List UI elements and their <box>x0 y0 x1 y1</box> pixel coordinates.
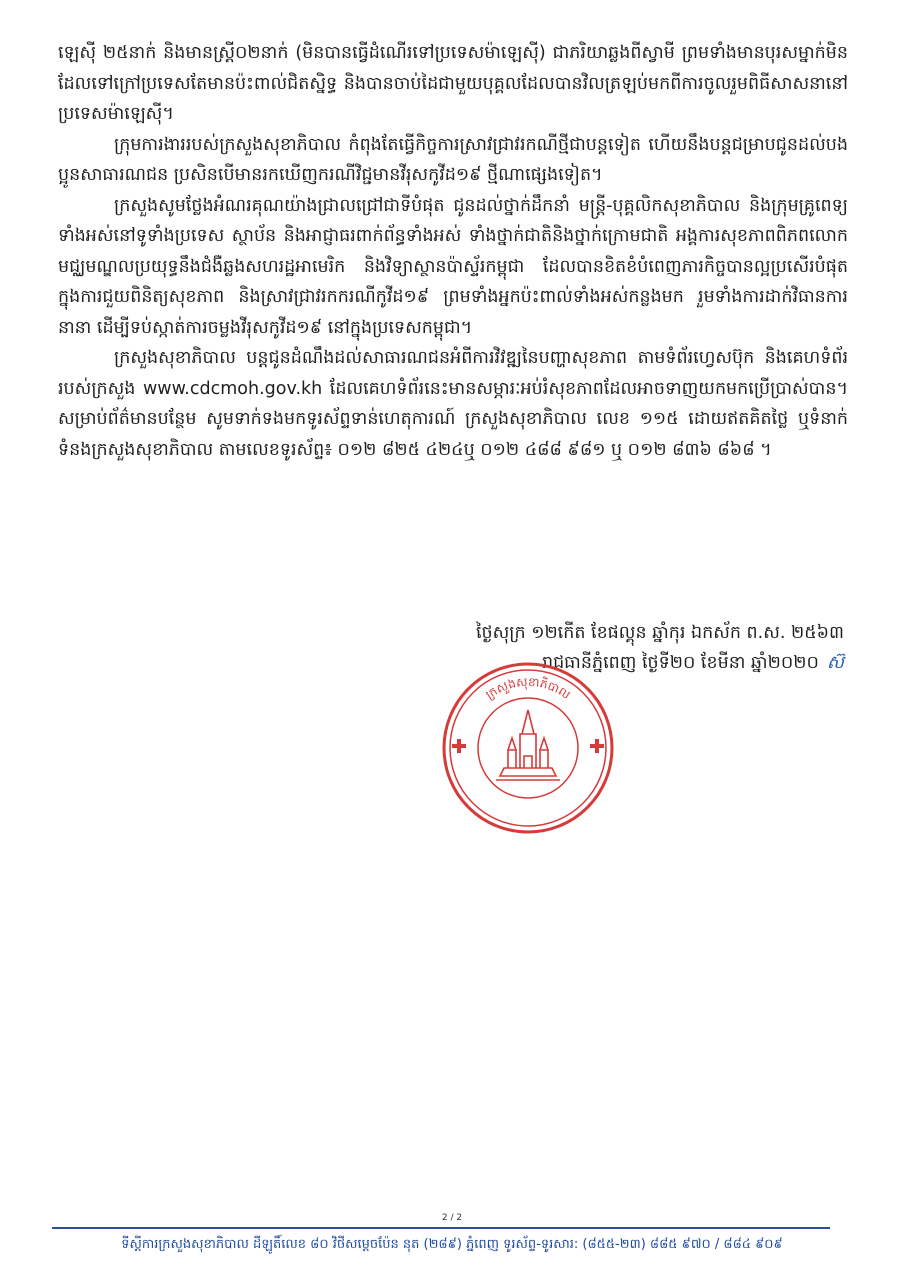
paragraph-continued: ឡេស៊ី ២៥នាក់ និងមានស្ត្រី០២នាក់ (មិនបានធ្វើដំណើរទៅប្រទេសម៉ាឡេស៊ី) ជាភរិយាឆ្លងពីស្វាមី ព្រមទាំងមានបុរសម្នាក់មិនដែលទៅក្រៅប្រទេសតែមានប៉ះពាល់ជិតស្និទ្ធ និងបានចាប់ដៃជាមួយបុគ្គលដែលបានវិលត្រឡប់មកពីការចូលរួមពិធីសាសនានៅប្រទេសម៉ាឡេស៊ី។ <box>58 43 848 124</box>
seal-ring-text: ក្រសួងសុខាភិបាល <box>483 674 573 702</box>
ministry-seal <box>438 658 618 838</box>
date-solar: រាជធានីភ្នំពេញ ថ្ងៃទី២០ ខែមីនា ឆ្នាំ២០២០ <box>541 653 819 673</box>
page-number: 2 / 2 <box>441 1213 463 1223</box>
paragraph-research: ក្រុមការងាររបស់ក្រសួងសុខាភិបាល កំពុងតែធ្វើកិច្ចការស្រាវជ្រាវរកណីថ្មីជាបន្តទៀត ហើយនឹងបន្តជម្រាបជូនដល់បងប្អូនសាធារណជន ប្រសិនបើមានរកឃើញករណីវិជ្ជមានវីរុសកូវីដ១៩ ថ្មីណាផ្សេងទៀត។ <box>58 134 848 185</box>
paragraph-thanks: ក្រសួងសូមថ្លែងអំណរគុណយ៉ាងជ្រាលជ្រៅជាទីបំផុត ជូនដល់ថ្នាក់ដឹកនាំ មន្ត្រី-បុគ្គលិកសុខាភិបាល និងក្រុមគ្រូពេទ្យទាំងអស់នៅទូទាំងប្រទេស ស្ថាប័ន និងអាជ្ញាធរពាក់ព័ន្ធទាំងអស់ ទាំងថ្នាក់ជាតិនិងថ្នាក់ក្រោមជាតិ អង្គការសុខភាពពិភពលោក មជ្ឈមណ្ឌលប្រយុទ្ធនឹងជំងឺឆ្លងសហរដ្ឋអាមេរិក និងវិទ្យាស្ថានប៉ាស្ទ័រកម្ពុជា ដែលបានខិតខំបំពេញភារកិច្ចបានល្អប្រសើរបំផុត ក្នុងការជួយពិនិត្យសុខភាព និងស្រាវជ្រាវរកករណីកូវីដ១៩ ព្រមទាំងអ្នកប៉ះពាល់ទាំងអស់កន្លងមក រួមទាំងការដាក់វិធានការនានា ដើម្បីទប់ស្កាត់ការចម្លងវីរុសកូវីដ១៩ នៅក្នុងប្រទេសកម្ពុជា។ <box>58 195 848 338</box>
seal-outer-ring <box>444 664 612 832</box>
temple-icon <box>496 710 560 780</box>
date-lunar: ថ្ងៃសុក្រ ១២កើត ខែផល្គុន ឆ្នាំកុរ ឯកស័ក ព.ស. ២៥៦៣ <box>475 623 844 643</box>
seal-inner-ring <box>450 670 606 826</box>
footer-divider <box>52 1227 830 1229</box>
footer-address: ទីស្តីការក្រសួងសុខាភិបាល ដីឡូតិ៍លេខ ៨០ វិថីសម្តេចប៉ែន នុត (២៨៩) ភ្នំពេញ ទូរស័ព្ទ-ទូរសារ: (៨៥៥-២៣) ៨៨៥ ៩៧០ / ៨៨៤ ៩០៩ <box>121 1237 783 1252</box>
red-cross-icon-right <box>590 739 604 753</box>
document-body <box>58 38 848 465</box>
paragraph-contact: ក្រសួងសុខាភិបាល បន្តជូនដំណឹងដល់សាធារណជនអំពីការវិវឌ្ឍនៃបញ្ហាសុខភាព តាមទំព័រហ្វេសប៊ុក និងគេហទំព័ររបស់ក្រសួង www.cdcmoh.gov.kh ដែលគេហទំព័រនេះមានសម្ភារៈអប់រំសុខភាពដែលអាចទាញយកមកប្រើប្រាស់បាន។ សម្រាប់ព័ត៌មានបន្ថែម សូមទាក់ទងមកទូរស័ព្ទទាន់ហេតុការណ៍ ក្រសួងសុខាភិបាល លេខ ១១៥ ដោយឥតគិតថ្លៃ ឬទំនាក់ទំនងក្រសួងសុខាភិបាល តាមលេខទូរស័ព្ទ៖ ០១២ ៨២៥ ៤២៤ឬ ០១២ ៤៨៨ ៩៨១ ឬ ០១២ ៨៣៦ ៨៦៨ ។ <box>58 348 848 460</box>
red-cross-icon-left <box>452 739 466 753</box>
handwritten-initial: ស៊ <box>826 652 844 673</box>
